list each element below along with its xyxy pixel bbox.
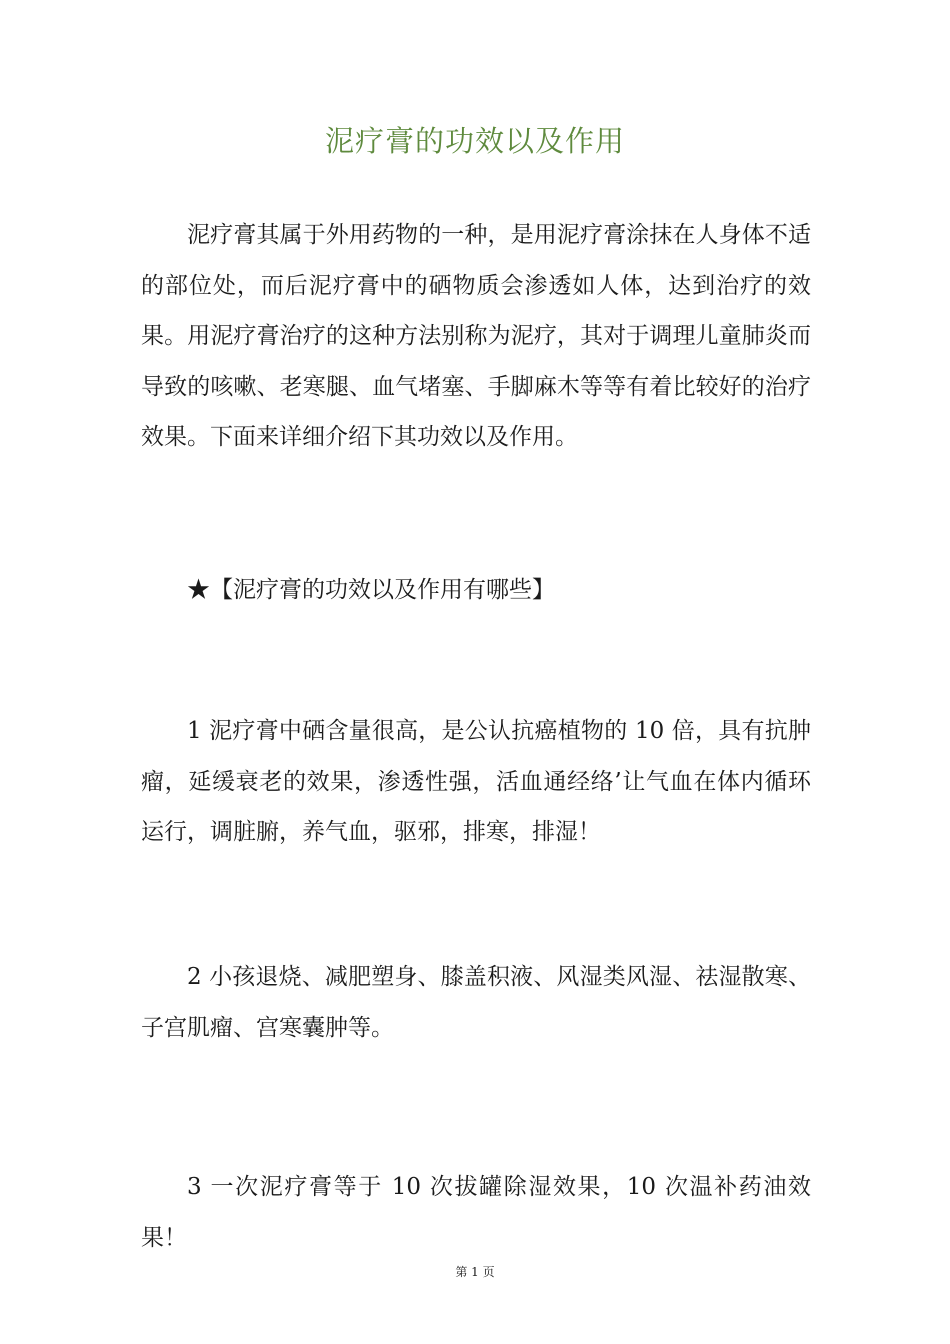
list-item-2: 2 小孩退烧、减肥塑身、膝盖积液、风湿类风湿、祛湿散寒、子宫肌瘤、宫寒囊肿等。: [141, 964, 811, 1041]
list-item-3: 3 一次泥疗膏等于 10 次拔罐除湿效果，10 次温补药油效果！: [141, 1174, 811, 1251]
document-title: 泥疗膏的功效以及作用: [324, 124, 625, 158]
section-heading: ★【泥疗膏的功效以及作用有哪些】: [187, 577, 555, 603]
list-item-1: 1 泥疗膏中硒含量很高，是公认抗癌植物的 10 倍，具有抗肿瘤，延缓衰老的效果，渗透性强，活血通经络’让气血在体内循环运行，调脏腑，养气血，驱邪，排寒，排湿！: [141, 718, 811, 845]
page-number: 第 1 页: [455, 1265, 495, 1279]
intro-paragraph: 泥疗膏其属于外用药物的一种，是用泥疗膏涂抹在人身体不适的部位处，而后泥疗膏中的硒物质会渗透如人体，达到治疗的效果。用泥疗膏治疗的这种方法别称为泥疗，其对于调理儿童肺炎而导致的咳嗽、老寒腿、血气堵塞、手脚麻木等等有着比较好的治疗效果。下面来详细介绍下其功效以及作用。: [141, 222, 811, 450]
